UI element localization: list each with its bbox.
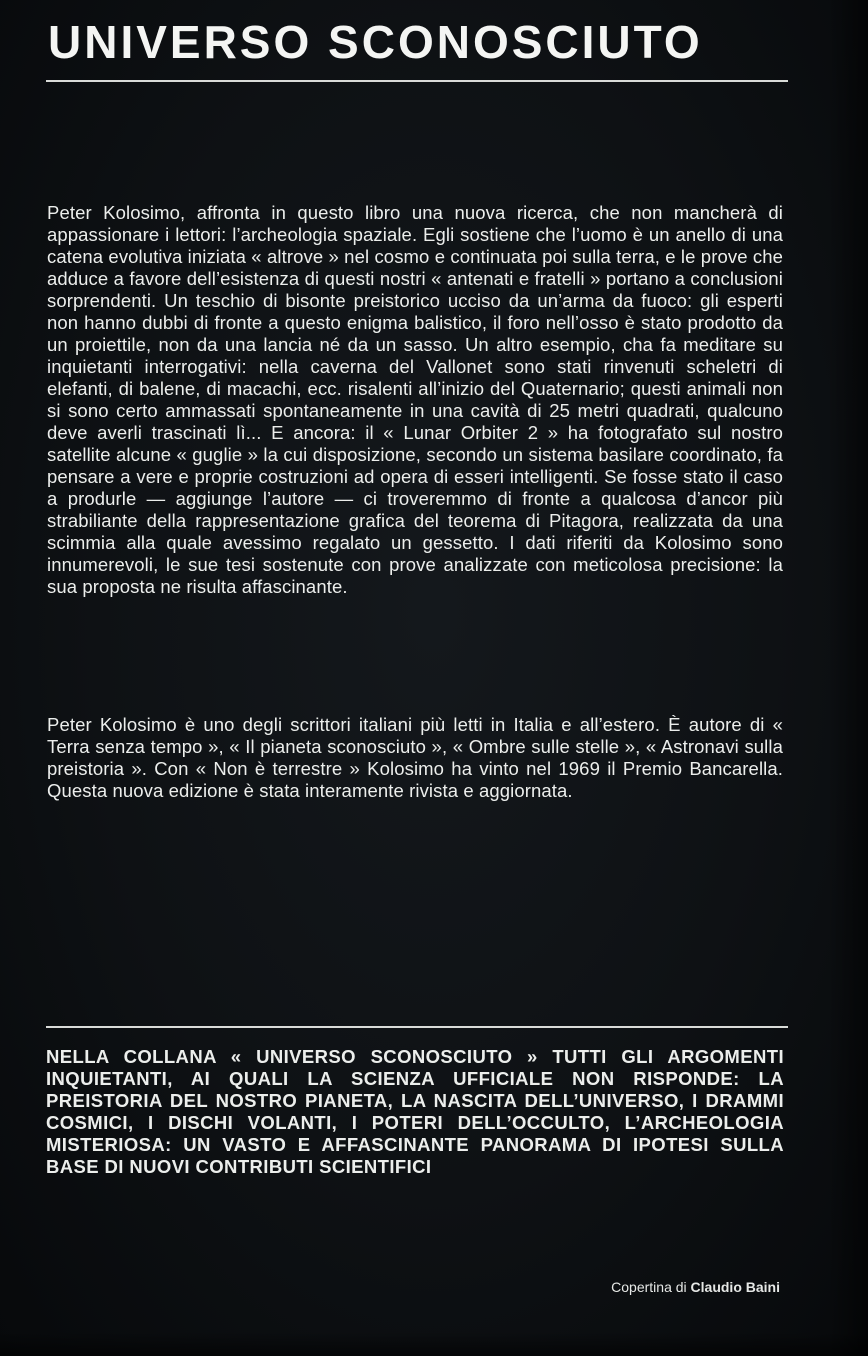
series-title: UNIVERSO SCONOSCIUTO (48, 16, 703, 68)
top-divider (46, 80, 788, 82)
author-bio: Peter Kolosimo è uno degli scrittori italiani più letti in Italia e all’estero. È autore di « Terra senza tempo », « Il pianeta sconosciuto », « Ombre sulle stelle », « Astronavi sulla preistoria ». Con « Non è terrestre » Kolosimo ha vinto nel 1969 il Premio Bancarella. Questa nuova edizione è stata interamente rivista e aggiornata. (47, 714, 783, 801)
bottom-divider (46, 1026, 788, 1028)
page-edge-shadow (828, 0, 868, 1356)
credit-name: Claudio Baini (690, 1279, 780, 1295)
page-bottom-shadow (0, 1332, 868, 1356)
series-note: NELLA COLLANA « UNIVERSO SCONOSCIUTO » TUTTI GLI ARGOMENTI INQUIETANTI, AI QUALI LA SCIENZA UFFICIALE NON RISPONDE: LA PREISTORIA DEL NOSTRO PIANETA, LA NASCITA DELL’UNIVERSO, I DRAMMI COSMICI, I DISCHI VOLANTI, I POTERI DELL’OCCULTO, L’ARCHEOLOGIA MISTERIOSA: UN VASTO E AFFASCINANTE PANORAMA DI IPOTESI SULLA BASE DI NUOVI CONTRIBUTI SCIENTIFICI (46, 1046, 784, 1177)
credit-label: Copertina di (611, 1279, 687, 1295)
cover-credit (611, 1278, 780, 1296)
book-description: Peter Kolosimo, affronta in questo libro una nuova ricerca, che non mancherà di appassionare i lettori: l’archeologia spaziale. Egli sostiene che l’uomo è un anello di una catena evolutiva iniziata « altrove » nel cosmo e continuata poi sulla terra, e le prove che adduce a favore dell’esistenza di questi nostri « antenati e fratelli » portano a conclusioni sorprendenti. Un teschio di bisonte preistorico ucciso da un’arma da fuoco: gli esperti non hanno dubbi di fronte a questo enigma balistico, il foro nell’osso è stato prodotto da un proiettile, non da una lancia né da un sasso. Un altro esempio, cha fa meditare su inquietanti interrogativi: nella caverna del Vallonet sono stati rinvenuti scheletri di elefanti, di balene, di macachi, ecc. risalenti all’inizio del Quaternario; questi animali non si sono certo ammassati spontaneamente in una cavità di 25 metri quadrati, qualcuno deve averli trascinati lì... E ancora: il « Lunar Orbiter 2 » ha fotografato sul nostro satellite alcune « guglie » la cui disposizione, secondo un sistema basilare coordinato, fa pensare a vere e proprie costruzioni ad opera di esseri intelligenti. Se fosse stato il caso a produrle — aggiunge l’autore — ci troveremmo di fronte a qualcosa d’ancor più strabiliante della rappresentazione grafica del teorema di Pitagora, realizzata da una scimmia alla quale avessimo regalato un gessetto. I dati riferiti da Kolosimo sono innumerevoli, le sue tesi sostenute con prove analizzate con meticolosa precisione: la sua proposta ne risulta affascinante. (47, 202, 783, 597)
